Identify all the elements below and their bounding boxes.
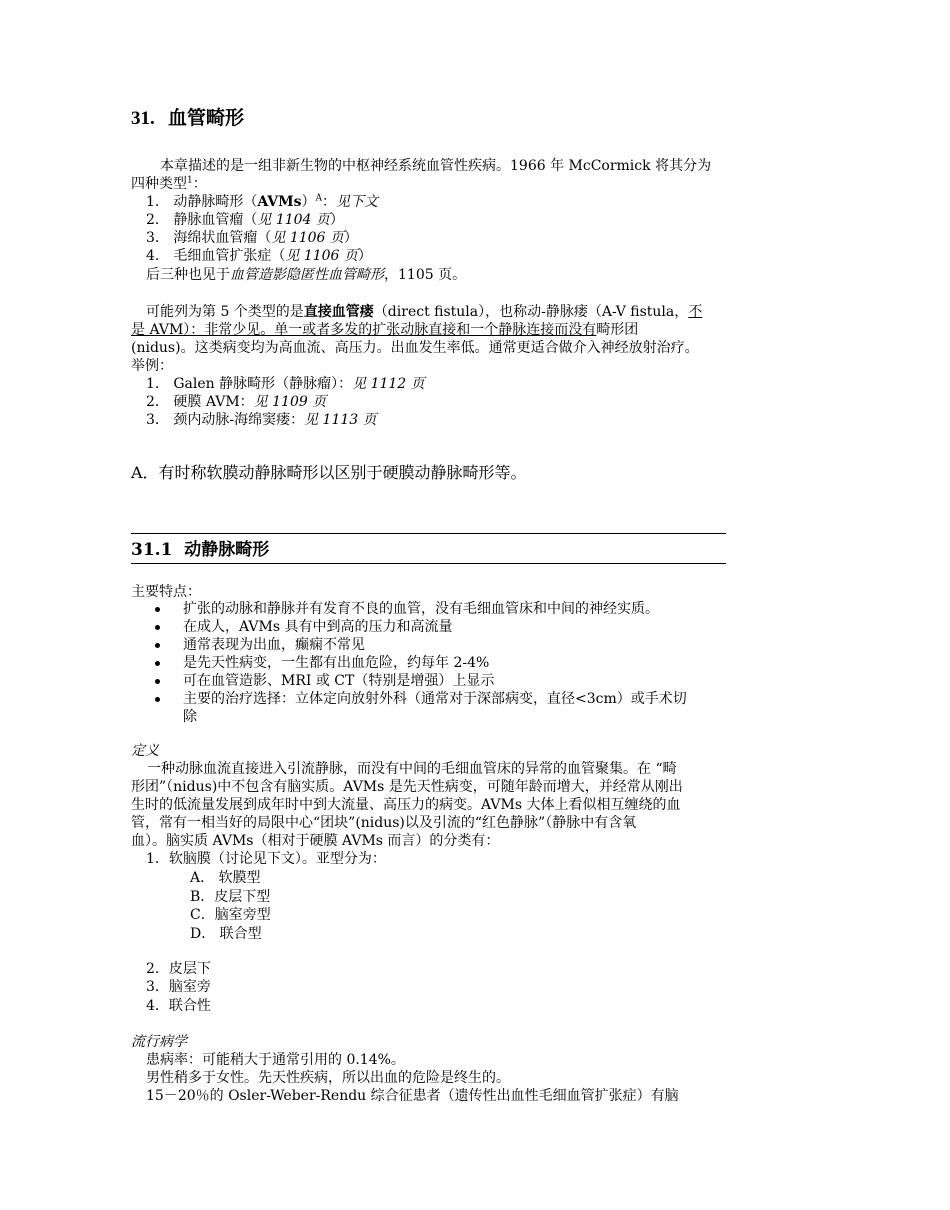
bullet-dot [155,607,160,612]
feature-item: 在成人，AVMs 具有中到高的压力和高流量 [183,619,453,635]
class-item: 4．联合性 [146,998,211,1014]
feature-item: 通常表现为出血，癫痫不常见 [183,637,365,653]
definition-line: 形团”（nidus)中不包含有脑实质。AVMs 是先天性病变，可随年龄而增大，并经常从刚出 [131,779,683,795]
bullet-dot [155,661,160,666]
class-item: 1．软脑膜（讨论见下文）。亚型分为： [146,851,386,867]
bullet-dot [155,643,160,648]
cross-reference: 见 1106 页 [285,248,358,264]
epidemiology-line: 男性稍多于女性。先天性疾病，所以出血的危险是终生的。 [146,1070,510,1086]
feature-item: 扩张的动脉和静脉并有发育不良的血管，没有毛细血管床和中间的神经实质。 [183,601,659,617]
section-rule-top [131,533,726,534]
epidemiology-line: 15－20％的 Osler-Weber-Rendu 综合征患者（遗传性出血性毛细血管扩张症）有脑 [146,1088,679,1104]
type-list-item: 4． 毛细血管扩张症（见 1106 页） [146,248,372,264]
subtype-item: C．脑室旁型 [190,907,271,923]
fifth-line-3: (nidus)。这类病变均为高血流、高压力。出血发生率低。通常更适合做介入神经放射治疗。 [131,340,699,356]
footnote-a: A．有时称软膜动静脉畸形以区别于硬膜动静脉畸形等。 [131,463,527,482]
section-rule-bottom [131,563,726,564]
footnote-ref-1: 1 [187,175,193,186]
feature-item-continuation: 除 [183,709,197,725]
footnote-ref-a: A [315,193,322,204]
chapter-title: 血管畸形 [167,107,244,129]
cross-reference: 见 1106 页 [271,230,344,246]
intro-after-line: 后三种也见于血管造影隐匿性血管畸形，1105 页。 [146,267,467,283]
example-list-item: 3． 颈内动脉-海绵窦瘘：见 1113 页 [146,412,377,428]
intro-line-1: 本章描述的是一组非新生物的中枢神经系统血管性疾病。1966 年 McCormick 将其分为 [160,158,712,174]
feature-item: 主要的治疗选择：立体定向放射外科（通常对于深部病变，直径<3cm）或手术切 [183,691,687,707]
type-list-item: 3． 海绵状血管瘤（见 1106 页） [146,230,358,246]
bullet-dot [155,697,160,702]
type-list-item: 1． 动静脉畸形（AVMs）$^A$：见下文 [146,193,378,210]
fifth-line-2: 是 AVM）：非常少见。单一或者多发的扩张动脉直接和一个静脉连接而没有畸形团 [131,322,639,338]
definition-heading: 定义 [131,743,159,759]
definition-line: 一种动脉血流直接进入引流静脉，而没有中间的毛细血管床的异常的血管聚集。在 “畸 [147,761,677,777]
definition-line: 生时的低流量发展到成年时中到大流量、高压力的病变。AVMs 大体上看似相互缠绕的血 [131,797,681,813]
intro-line-2: 四种类型$^1$： [131,175,207,192]
fifth-line-1: 可能列为第 5 个类型的是直接血管瘘（direct fistula），也称动-静脉瘘（A-V fistula，不 [146,304,703,320]
feature-item: 是先天性病变，一生都有出血危险，约每年 2-4% [183,655,490,671]
definition-line: 血）。脑实质 AVMs（相对于硬膜 AVMs 而言）的分类有： [131,833,500,849]
chapter-heading [131,106,244,131]
section-number: 31.1 [131,540,173,560]
subtype-item: A． 软膜型 [190,870,261,886]
epidemiology-heading: 流行病学 [131,1034,187,1050]
feature-item: 可在血管造影、MRI 或 CT（特别是增强）上显示 [183,673,495,689]
bullet-dot [155,679,160,684]
section-heading [131,539,269,561]
definition-line: 管，常有一相当好的局限中心“团块”(nidus)以及引流的“红色静脉”（静脉中有含氧 [131,815,637,831]
section-title: 动静脉畸形 [184,540,270,560]
subtype-item: B．皮层下型 [190,889,271,905]
example-list-item: 2． 硬膜 AVM：见 1109 页 [146,394,327,410]
cross-reference: 见下文 [335,194,378,210]
bullet-dot [155,625,160,630]
cross-reference: 见 1112 页 [352,376,425,392]
cross-reference: 见 1113 页 [304,412,377,428]
example-list-item: 1． Galen 静脉畸形（静脉瘤）：见 1112 页 [146,376,425,392]
class-item: 3．脑室旁 [146,979,211,995]
fifth-line-4: 举例： [131,358,173,374]
features-heading: 主要特点： [131,584,201,600]
cross-reference: 见 1104 页 [257,212,330,228]
type-list-item: 2． 静脉血管瘤（见 1104 页） [146,212,344,228]
chapter-number: 31. [131,108,155,129]
subtype-item: D． 联合型 [190,926,262,942]
class-item: 2．皮层下 [146,961,211,977]
cross-reference: 见 1109 页 [253,394,327,410]
epidemiology-line: 患病率：可能稍大于通常引用的 0.14%。 [146,1052,405,1068]
